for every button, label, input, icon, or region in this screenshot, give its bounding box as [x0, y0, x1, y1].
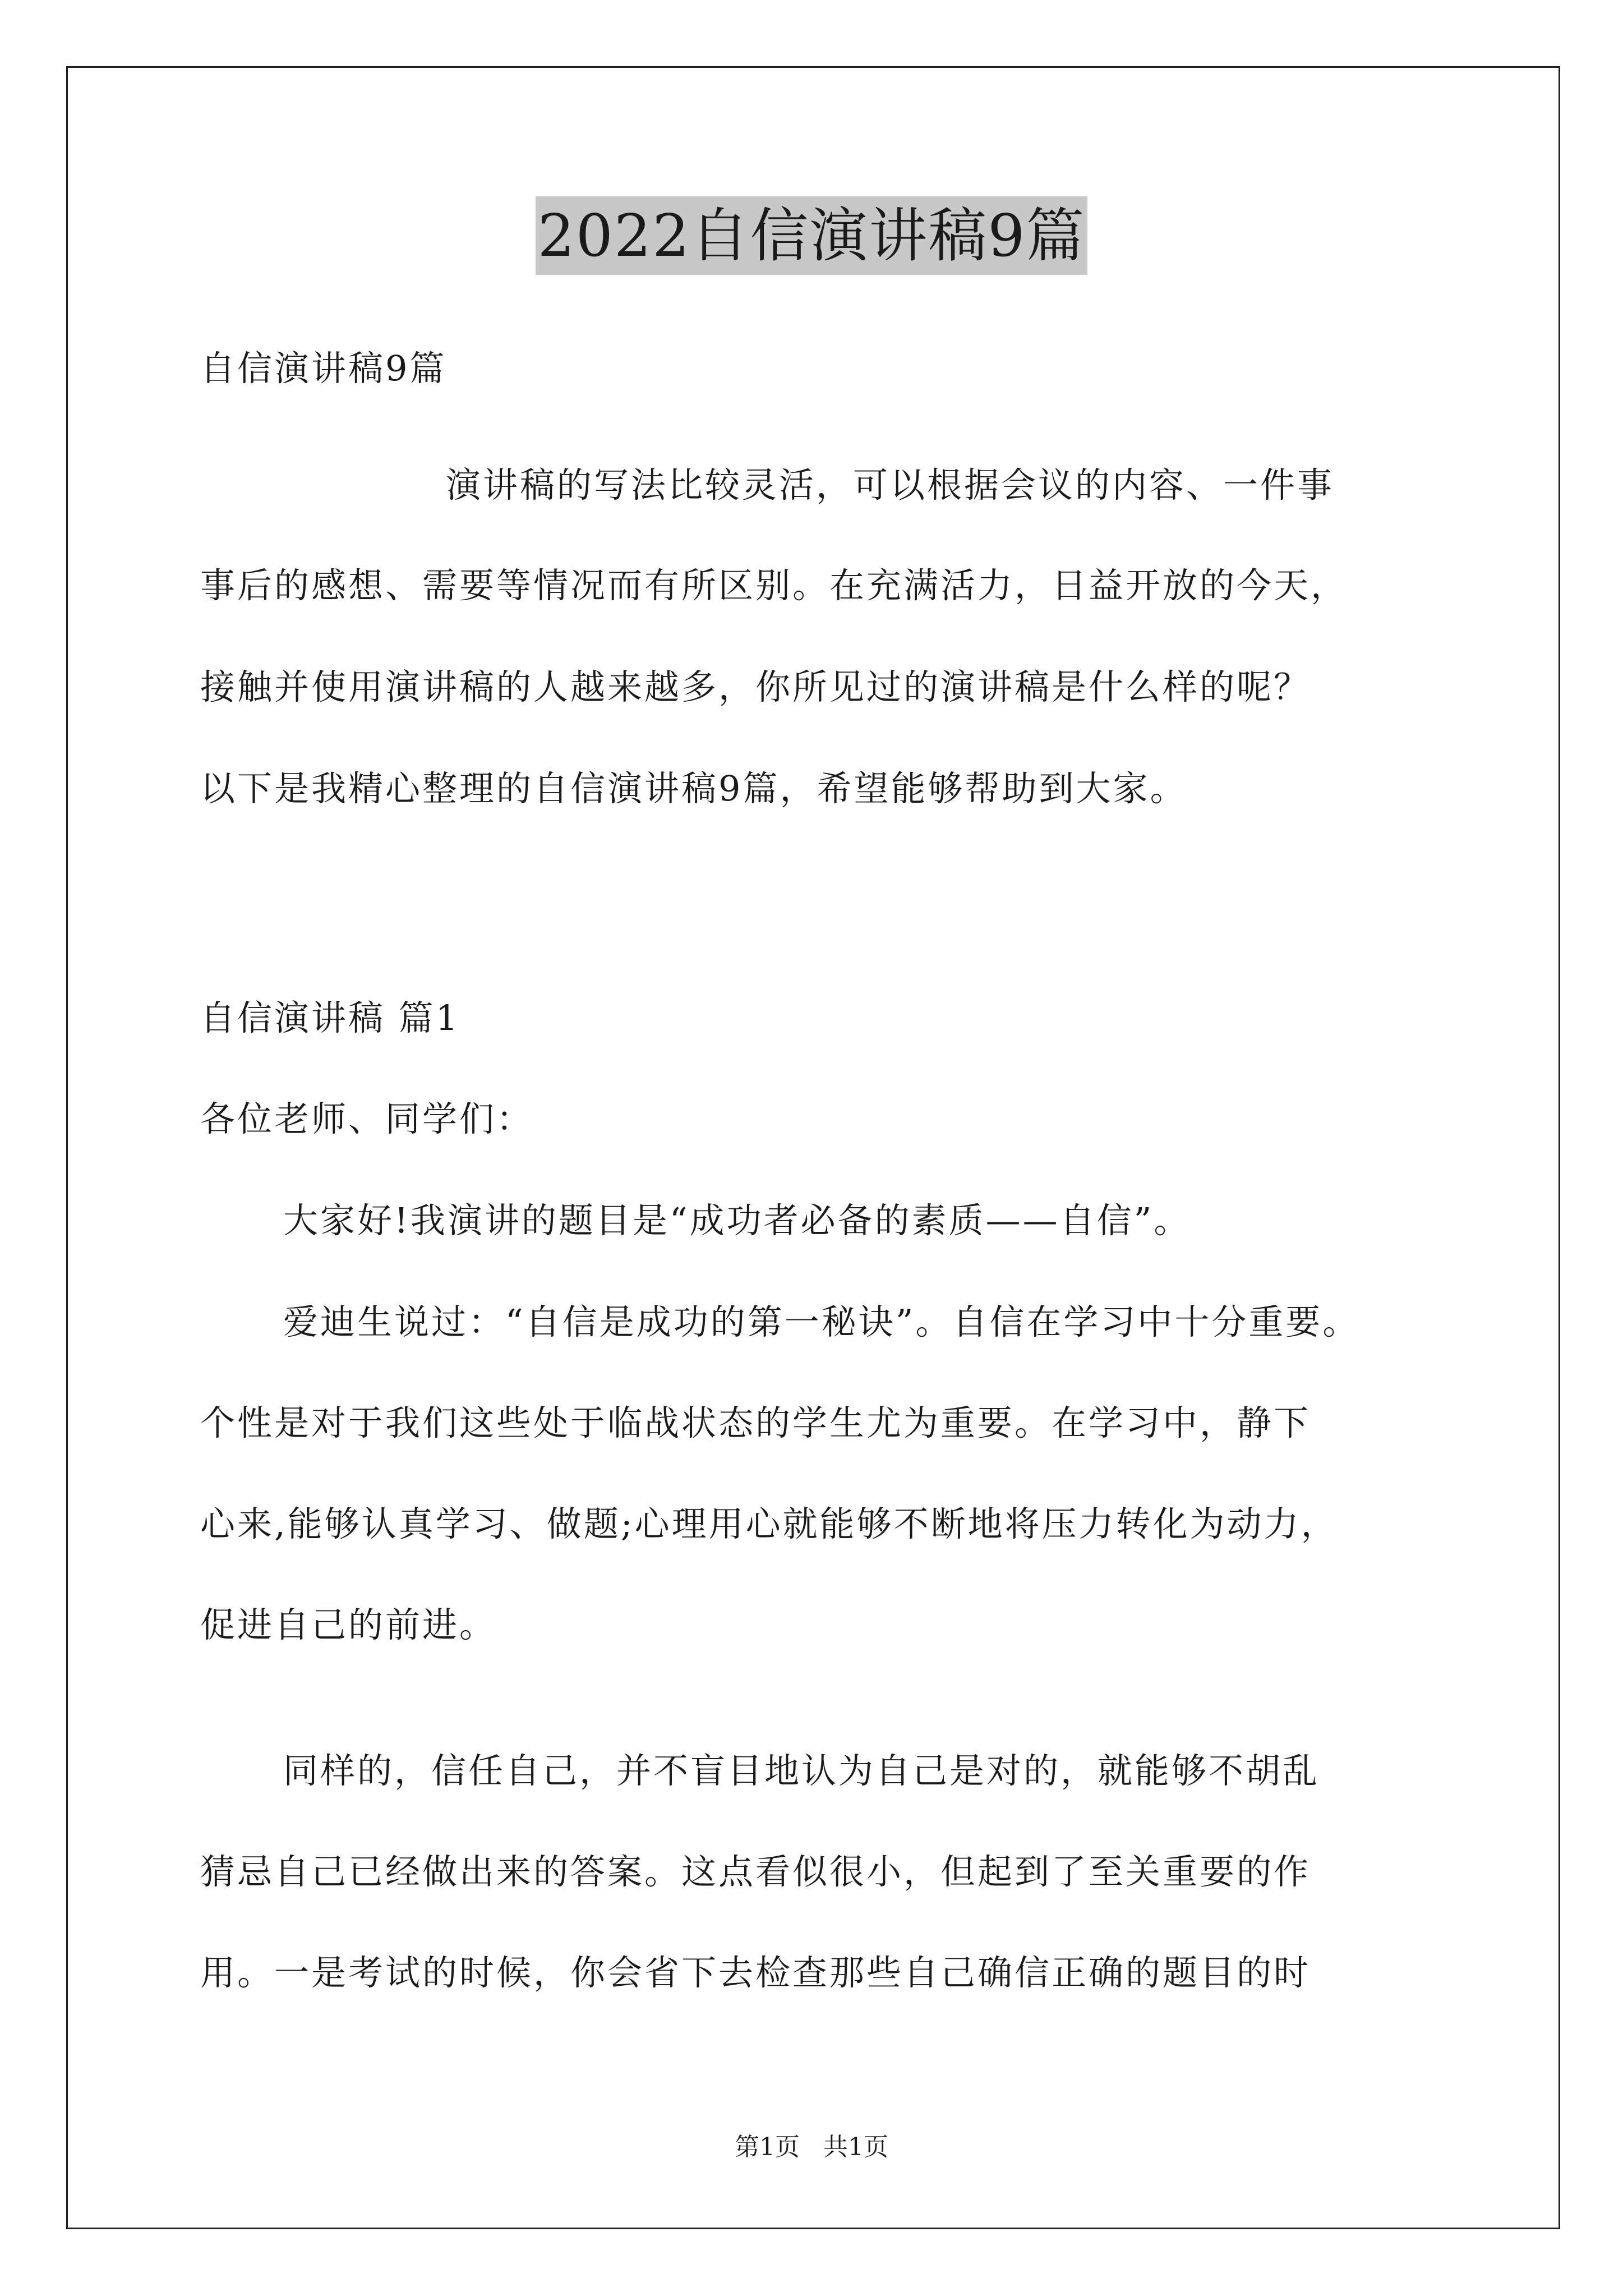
page-total: 共1页	[823, 2133, 888, 2161]
intro-line-4: 以下是我精心整理的自信演讲稿9篇，希望能够帮助到大家。	[200, 768, 1187, 809]
document-title: 2022自信演讲稿9篇	[536, 196, 1088, 275]
body-line-5: 促进自己的前进。	[200, 1604, 497, 1645]
body-line-2: 爱迪生说过：“自信是成功的第一秘诀”。自信在学习中十分重要。	[283, 1301, 1360, 1342]
body-line-1: 大家好!我演讲的题目是“成功者必备的素质——自信”。	[283, 1200, 1191, 1241]
body-line-4: 心来,能够认真学习、做题;心理用心就能够不断地将压力转化为动力，	[200, 1503, 1338, 1544]
body-line-3: 个性是对于我们这些处于临战状态的学生尤为重要。在学习中，静下	[200, 1402, 1311, 1443]
document-subtitle: 自信演讲稿9篇	[200, 348, 447, 389]
page-number: 第1页	[735, 2133, 800, 2161]
body-line-7: 猜忌自己已经做出来的答案。这点看似很小，但起到了至关重要的作	[200, 1851, 1311, 1892]
salutation: 各位老师、同学们：	[200, 1098, 534, 1139]
page-footer	[0, 2132, 1623, 2163]
intro-line-2: 事后的感想、需要等情况而有所区别。在充满活力，日益开放的今天，	[200, 565, 1348, 606]
intro-line-3: 接触并使用演讲稿的人越来越多，你所见过的演讲稿是什么样的呢？	[200, 666, 1311, 707]
section-heading: 自信演讲稿 篇1	[200, 997, 460, 1038]
body-line-8: 用。一是考试的时候，你会省下去检查那些自己确信正确的题目的时	[200, 1952, 1311, 1993]
title-container	[0, 196, 1623, 275]
body-line-6: 同样的，信任自己，并不盲目地认为自己是对的，就能够不胡乱	[283, 1750, 1320, 1791]
intro-line-1: 演讲稿的写法比较灵活，可以根据会议的内容、一件事	[446, 464, 1335, 505]
